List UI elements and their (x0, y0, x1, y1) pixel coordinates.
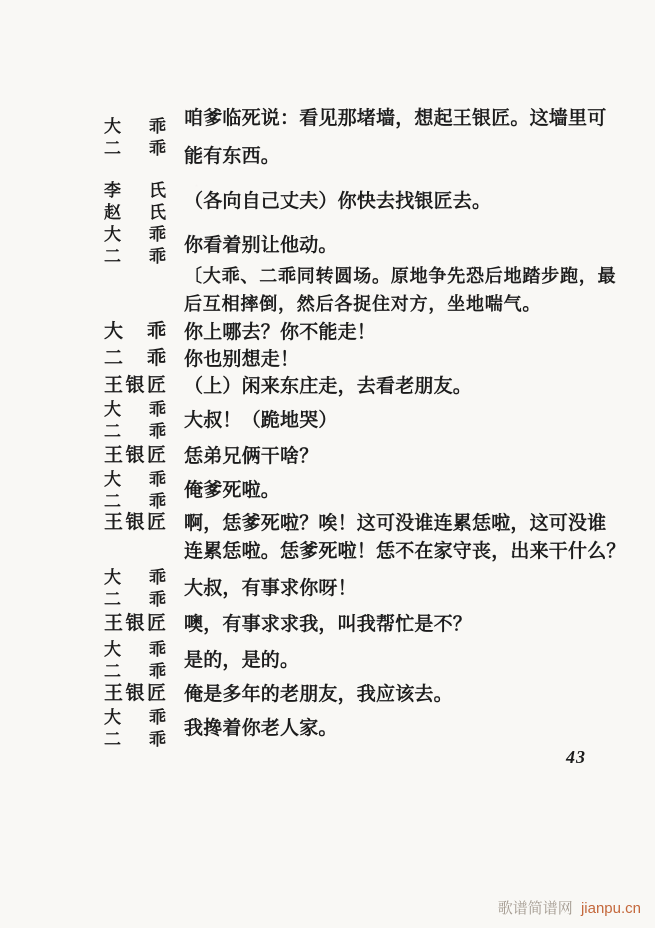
speaker-row: 二乖 (104, 139, 166, 158)
dialogue-line: 大叔！（跪地哭） (184, 410, 338, 431)
dialogue-text (184, 106, 606, 170)
script-block (104, 181, 491, 223)
speaker-row: 二乖 (104, 662, 166, 681)
page-number: 43 (566, 747, 586, 767)
script-block (104, 511, 626, 565)
dialogue-text (184, 511, 626, 565)
script-block (104, 320, 376, 346)
speaker-row: 大乖 (104, 400, 166, 419)
speaker-name: 王银匠 (104, 445, 166, 466)
speaker-row: 二乖 (104, 422, 166, 441)
dialogue-line: 啊，恁爹死啦？唉！这可没谁连累恁啦，这可没谁 (184, 513, 607, 534)
speaker-name (104, 708, 166, 750)
dialogue-text (184, 478, 280, 504)
dialogue-line: 大叔，有事求你呀！ (184, 578, 357, 599)
dialogue-line: 你看着别让他动。 (184, 235, 338, 256)
speaker-row: 大乖 (104, 225, 166, 244)
dialogue-text (184, 444, 318, 470)
speaker-row: 大乖 (104, 568, 166, 587)
speaker-name: 二乖 (104, 348, 166, 369)
script-block (104, 612, 472, 638)
dialogue-line: 咱爹临死说：看见那堵墙，想起王银匠。这墙里可 (184, 108, 607, 129)
dialogue-line: （各向自己丈夫）你快去找银匠去。 (184, 191, 492, 212)
speaker-name (104, 568, 166, 610)
dialogue-line: 噢，有事求求我，叫我帮忙是不？ (184, 614, 473, 635)
speaker-name: 王银匠 (104, 613, 166, 634)
dialogue-text (184, 189, 491, 215)
dialogue-line: 是的，是的。 (184, 650, 300, 671)
dialogue-text (184, 612, 472, 638)
dialogue-text (184, 716, 338, 742)
dialogue-text (184, 576, 357, 602)
dialogue-line: 我搀着你老人家。 (184, 718, 338, 739)
speaker-row: 二乖 (104, 247, 166, 266)
stage-direction-line: 〔大乖、二乖同转圆场。原地争先恐后地踏步跑，最 (184, 266, 617, 286)
dialogue-line: 你也别想走！ (184, 349, 300, 370)
speaker-row: 大乖 (104, 117, 166, 136)
script-block (104, 682, 453, 708)
speaker-name: 王银匠 (104, 512, 166, 533)
dialogue-text (184, 347, 299, 373)
dialogue-line: （上）闲来东庄走，去看老朋友。 (184, 376, 473, 397)
speaker-name (104, 640, 166, 682)
speaker-row: 大乖 (104, 708, 166, 727)
dialogue-line: 恁弟兄俩干啥？ (184, 446, 319, 467)
script-block (104, 225, 338, 267)
watermark-site-name: 歌谱简谱网 (497, 900, 573, 917)
dialogue-line: 俺爹死啦。 (184, 480, 281, 501)
script-block (104, 347, 299, 373)
script-block (104, 400, 338, 442)
speaker-row: 大乖 (104, 470, 166, 489)
dialogue-line: 能有东西。 (184, 146, 281, 167)
stage-direction (184, 263, 624, 317)
script-block (104, 640, 299, 682)
script-block (104, 444, 318, 470)
script-block (104, 708, 338, 750)
speaker-row: 大乖 (104, 640, 166, 659)
dialogue-text (184, 233, 338, 259)
speaker-name (104, 400, 166, 442)
dialogue-line: 连累恁啦。恁爹死啦！恁不在家守丧，出来干什么？ (184, 541, 626, 562)
script-block (104, 374, 472, 400)
speaker-row: 二乖 (104, 492, 166, 511)
speaker-name: 大乖 (104, 321, 166, 342)
speaker-row: 二乖 (104, 730, 166, 749)
dialogue-text (184, 408, 338, 434)
dialogue-text (184, 682, 453, 708)
stage-direction-line: 后互相摔倒，然后各捉住对方，坐地喘气。 (184, 294, 542, 314)
speaker-row: 李氏 (104, 181, 166, 200)
script-block (104, 470, 280, 512)
dialogue-text (184, 320, 376, 346)
speaker-name (104, 117, 166, 159)
speaker-name (104, 470, 166, 512)
speaker-name: 王银匠 (104, 683, 166, 704)
dialogue-text (184, 648, 299, 674)
speaker-name: 王银匠 (104, 375, 166, 396)
speaker-name (104, 225, 166, 267)
speaker-row: 赵氏 (104, 203, 166, 222)
script-block (104, 568, 357, 610)
dialogue-text (184, 374, 472, 400)
speaker-row: 二乖 (104, 590, 166, 609)
dialogue-line: 俺是多年的老朋友，我应该去。 (184, 684, 453, 705)
script-block (104, 106, 606, 170)
watermark (498, 897, 641, 918)
dialogue-line: 你上哪去？你不能走！ (184, 322, 377, 343)
speaker-name (104, 181, 166, 223)
watermark-domain: jianpu.cn (580, 900, 641, 917)
